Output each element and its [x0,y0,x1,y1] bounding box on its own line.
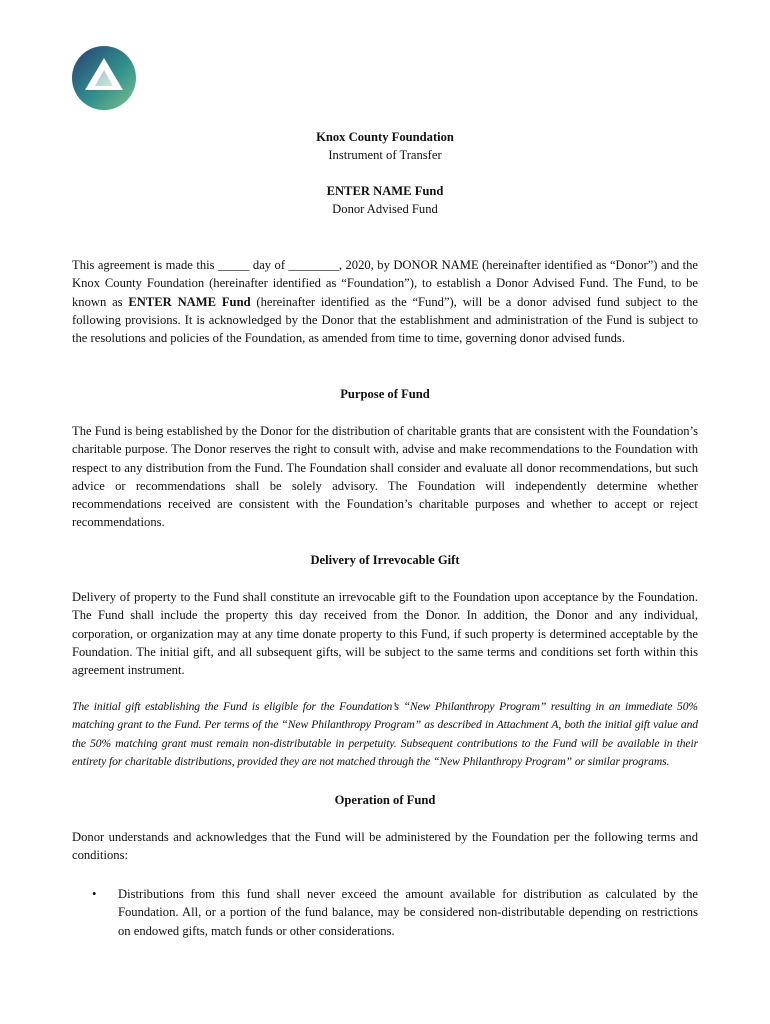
doc-type: Instrument of Transfer [328,148,442,162]
delivery-paragraph: Delivery of property to the Fund shall constitute an irrevocable gift to the Foundation upon acceptance by the Foundation. The Fund shall include the property this day received from the Donor. In addition, the Donor and any individual, corporation, or organization may at any time donate property to this Fund, if such property is determined acceptable by the Foundation. The initial gift, and all subsequent gifts, will be subject to the same terms and conditions set forth within this agreement instrument. [72,590,698,678]
operation-paragraph: Donor understands and acknowledges that the Fund will be administered by the Foundation per the following terms and conditions: [72,830,698,863]
intro-text-2: (hereinafter identified as the “Fund”), will be a donor advised fund subject to the following provisions. It is acknowledged by the Donor that the establishment and administration of the Fund is subject to the resolutions and policies of the Foundation, as amended from time to time, governing donor advised funds. [72,294,698,346]
bullet-text: Distributions from this fund shall never exceed the amount available for distribution as calculated by the Foundation. All, or a portion of the fund balance, may be considered non-distributable depending on restrictions on endowed gifts, match funds or other considerations. [118,887,698,938]
fund-name: ENTER NAME Fund [326,184,444,198]
delivery-italic-note: The initial gift establishing the Fund is eligible for the Foundation’s “New Philanthropy Program” resulting in an immediate 50% matching grant to the Fund. Per terms of the “New Philanthropy Program” as described in Attachment A, both the initial gift value and the 50% matching grant must remain non-distributable in perpetuity. Subsequent contributions to the Fund will be available in their entirety for charitable distributions, provided they are not matched through the “New Philanthropy Program” or similar programs. [72,700,698,769]
purpose-paragraph: The Fund is being established by the Donor for the distribution of charitable grants that are consistent with the Foundation’s charitable purpose. The Donor reserves the right to consult with, advise and make recommendations to the Foundation with respect to any distribution from the Fund. The Foundation shall consider and evaluate all donor recommendations, but such advice or recommendations shall be solely advisory. The Foundation will independently determine whether recommendations received are consistent with the Foundation’s charitable purposes and whether to accept or reject recommendations. [72,424,698,530]
intro-text-1: This agreement is made this _____ day of ________, 2020, by DONOR NAME (hereinafter identified as “Donor”) and the Knox County Foundation (hereinafter identified as “Foundation”), to establish a Donor Advised Fund. The Fund, to be known as [72,258,698,309]
bullet-icon: • [92,887,97,901]
delivery-heading: Delivery of Irrevocable Gift [310,553,460,567]
intro-fund-name: ENTER NAME Fund [128,294,251,309]
purpose-heading: Purpose of Fund [340,387,430,401]
operation-heading: Operation of Fund [334,793,436,807]
fund-type: Donor Advised Fund [332,202,438,216]
intro-paragraph [72,256,698,347]
foundation-logo-icon [71,45,137,111]
org-name: Knox County Foundation [316,130,454,144]
list-item [72,885,698,940]
